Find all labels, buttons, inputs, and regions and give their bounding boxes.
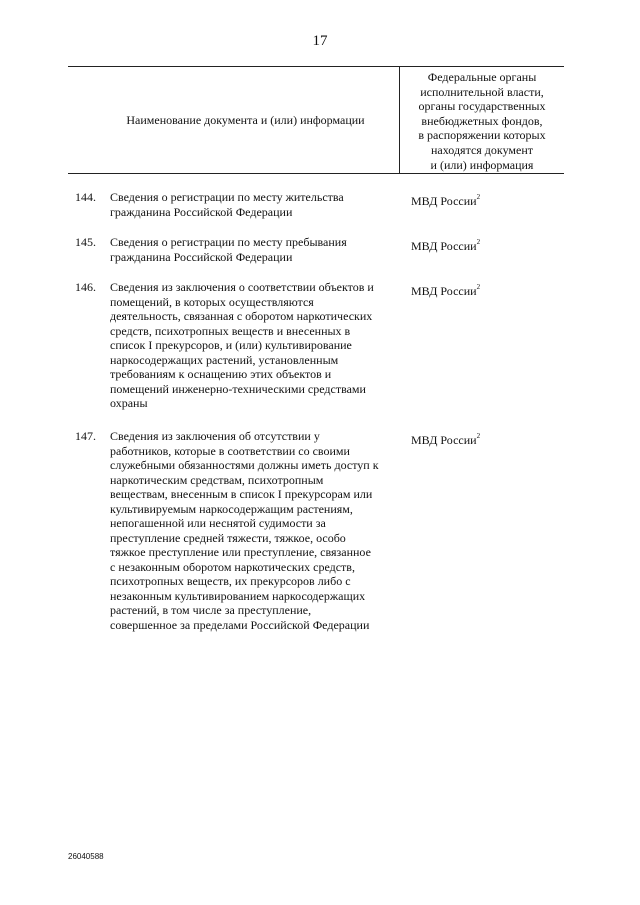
row-title-line: с незаконным оборотом наркотических средств, — [110, 559, 355, 574]
row-org — [411, 280, 480, 299]
row-org-name: МВД России — [411, 194, 477, 208]
footnote-mark: 2 — [476, 193, 481, 201]
row-title-line: гражданина Российской Федерации — [110, 249, 293, 264]
row-title-line: наркосодержащих растений, установленным — [110, 352, 339, 367]
footnote-mark: 2 — [476, 238, 481, 246]
row-title-line: работников, которые в соответствии со своими — [110, 443, 350, 458]
row-title-line: растений, в том числе за преступление, — [110, 603, 312, 617]
header-org-line: в распоряжении которых — [418, 128, 546, 143]
row-title — [110, 429, 402, 632]
footnote-mark: 2 — [476, 283, 481, 291]
row-title-line: помещений, в которых осуществляются — [110, 294, 314, 309]
row-title-line: веществам, внесенным в список I прекурсорам или — [110, 487, 373, 501]
row-title-line: преступление средней тяжести, тяжкое, особо — [110, 530, 346, 545]
row-title-line: деятельность, связанная с оборотом наркотических — [110, 309, 373, 323]
row-title-line: Сведения о регистрации по месту жительства — [110, 190, 344, 204]
row-number: 146. — [75, 280, 96, 294]
row-title-line: незаконным культивированием наркосодержащих — [110, 588, 366, 603]
row-number: 147. — [75, 429, 96, 443]
row-title-line: служебными обязанностями должны иметь доступ к — [110, 458, 379, 472]
row-org-name: МВД России — [411, 239, 477, 253]
header-document-column: Наименование документа и (или) информации — [126, 112, 365, 127]
row-title-line: список I прекурсоров, и (или) культивирование — [110, 338, 352, 352]
row-number: 145. — [75, 235, 96, 249]
row-title-line: Сведения из заключения об отсутствии у — [110, 429, 320, 443]
row-title-line: непогашенной или неснятой судимости за — [110, 516, 326, 530]
row-title-line: психотропных веществ, их прекурсоров либо с — [110, 574, 351, 588]
row-title-line: наркотическим средствам, психотропным — [110, 472, 324, 487]
row-title — [110, 190, 402, 219]
header-org-column — [400, 70, 564, 172]
row-title-line: охраны — [110, 396, 148, 410]
row-org-name: МВД России — [411, 284, 477, 298]
row-number: 144. — [75, 190, 96, 204]
footnote-mark: 2 — [476, 432, 481, 440]
page-number: 17 — [312, 33, 328, 49]
table-header — [68, 66, 564, 174]
row-title-line: гражданина Российской Федерации — [110, 204, 293, 219]
row-title-line: помещений инженерно-техническими средствами — [110, 381, 366, 396]
row-title — [110, 280, 402, 411]
row-title-line: совершенное за пределами Российской Федерации — [110, 617, 370, 632]
row-title-line: тяжкое преступление или преступление, связанное — [110, 545, 371, 559]
row-title-line: требованиям к оснащению этих объектов и — [110, 367, 332, 381]
row-org-name: МВД России — [411, 433, 477, 447]
header-org-line: и (или) информация — [430, 157, 534, 172]
document-code: 26040588 — [68, 852, 104, 861]
header-org-line: Федеральные органы — [427, 70, 537, 84]
row-title-line: Сведения о регистрации по месту пребывания — [110, 235, 347, 249]
row-title-line: культивируемым наркосодержащим растениям, — [110, 501, 353, 516]
row-title — [110, 235, 402, 264]
row-org — [411, 235, 480, 254]
header-org-line: внебюджетных фондов, — [421, 113, 543, 128]
row-title-line: Сведения из заключения о соответствии объектов и — [110, 280, 374, 294]
row-org — [411, 190, 480, 209]
header-org-line: находятся документ — [431, 142, 533, 157]
row-org — [411, 429, 480, 448]
row-title-line: средств, психотропных веществ и внесенных в — [110, 323, 351, 338]
header-org-line: органы государственных — [418, 99, 546, 114]
header-org-line: исполнительной власти, — [420, 84, 544, 99]
